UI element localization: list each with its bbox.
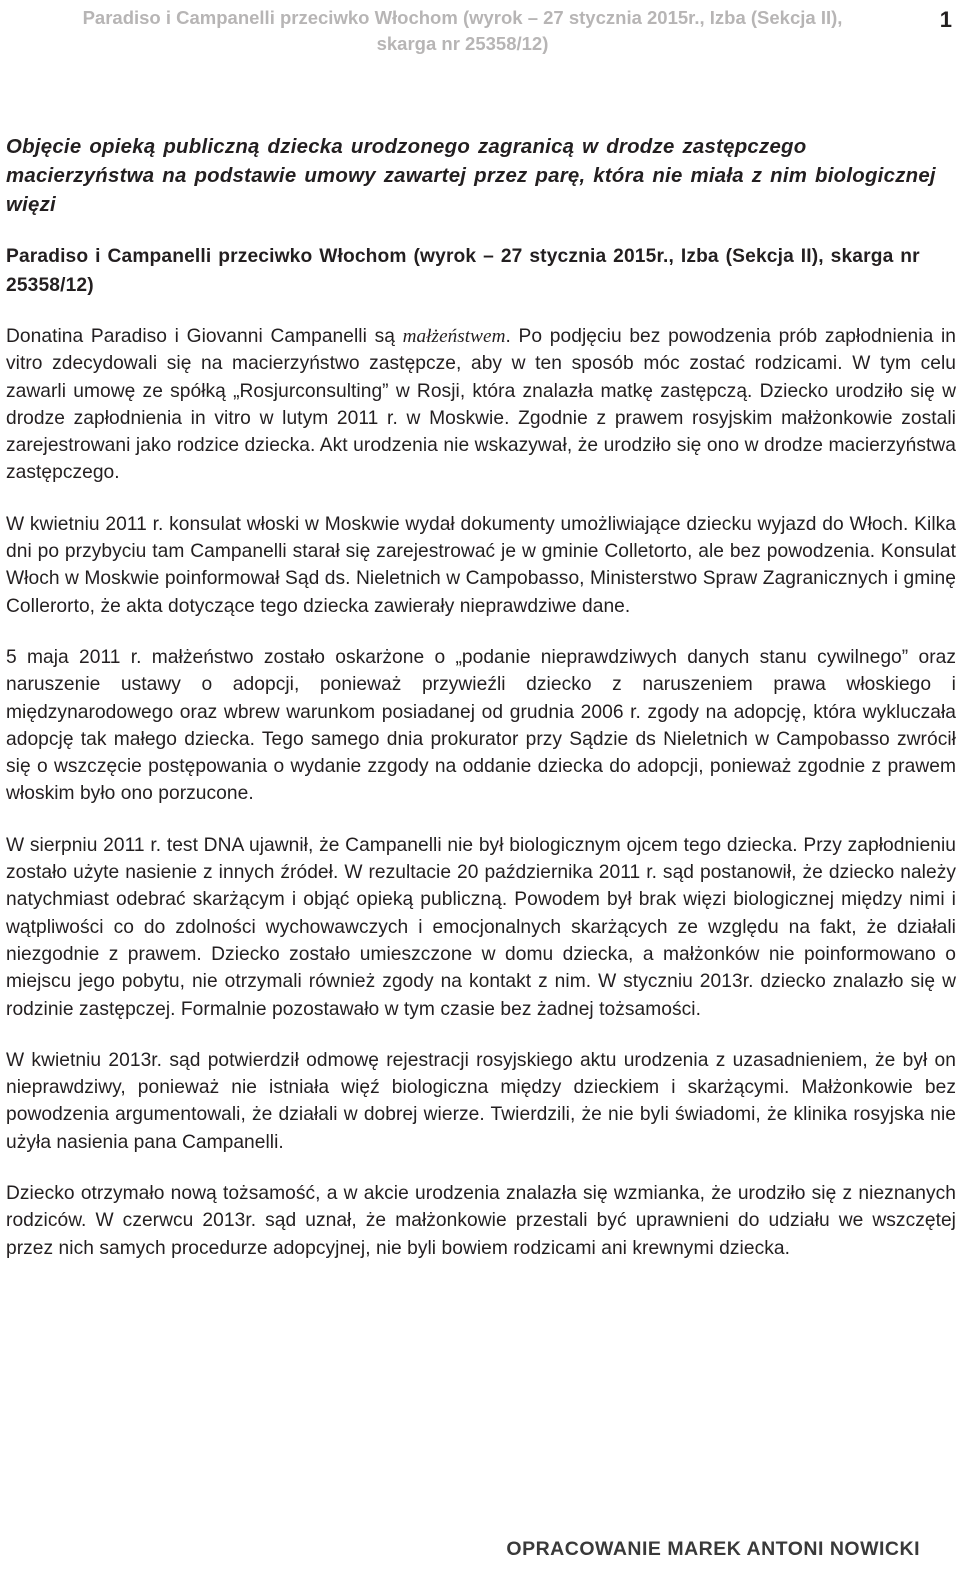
running-header [0,5,925,57]
author-credit-footer: OPRACOWANIE MAREK ANTONI NOWICKI [506,1538,920,1560]
case-heading: Paradiso i Campanelli przeciwko Włochom (wyrok – 27 stycznia 2015r., Izba (Sekcja II), skarga nr 25358/12) [6,246,920,296]
paragraph-2: W kwietniu 2011 r. konsulat włoski w Moskwie wydał dokumenty umożliwiające dziecku wyjazd do Włoch. Kilka dni po przybyciu tam Campanelli starał się zarejestrować je w gminie Colletorto, ale bez powodzenia. Konsulat Włoch w Moskwie poinformował Sąd ds. Nieletnich w Campobasso, Ministerstwo Spraw Zagranicznych i gminę Collerorto, że akta dotyczące tego dziecka zawierały nieprawdziwe dane. [6,513,956,617]
paragraph-4: W sierpniu 2011 r. test DNA ujawnił, że Campanelli nie był biologicznym ojcem tego dziecka. Przy zapłodnieniu zostało użyte nasienie z innych źródeł. W rezultacie 20 października 2011 r. sąd postanowił, że dziecko należy natychmiast odebrać skarżącym i objąć opieką publiczną. Powodem był brak więzi biologicznej między nimi i wątpliwości co do zdolności wychowawczych i emocjonalnych skarżących ze względu na fakt, że działali niezgodnie z prawem. Dziecko zostało umieszczone w domu dziecka, a małżonków nie poinformowano o miejscu jego pobytu, nie otrzymali również zgody na kontakt z nim. W styczniu 2013r. dziecko znalazło się w rodzinie zastępczej. Formalnie pozostawało w tym czasie bez żadnej tożsamości. [6,834,956,1020]
page-number: 1 [939,7,952,32]
paragraph-3: 5 maja 2011 r. małżeństwo zostało oskarżone o „podanie nieprawdziwych danych stanu cywilnego” oraz naruszenie ustawy o adopcji, ponieważ przywieźli dziecko z naruszeniem prawa włoskiego i międzynarodowego oraz wbrew warunkom posiadanej od grudnia 2006 r. zgody na adopcję, która wykluczała adopcję tak małego dziecka. Tego samego dnia prokurator przy Sądzie ds Nieletnich w Campobasso zwrócił się o wszczęcie postępowania o wydanie zzgody na oddanie dziecka do adopcji, ponieważ zgodnie z prawem włoskim było ono porzucone. [6,646,956,805]
document-body [6,133,956,1262]
paragraph-1-serif-word: małżeństwem [402,326,506,347]
paragraph-5: W kwietniu 2013r. sąd potwierdził odmowę rejestracji rosyjskiego aktu urodzenia z uzasadnieniem, że był on nieprawdziwy, ponieważ nie istniała więź biologiczna między dzieckiem i skarżącymi. Małżonkowie bez powodzenia argumentowali, że działali w dobrej wierze. Twierdzili, że nie byli świadomi, że klinika rosyjska nie użyła nasienia pana Campanelli. [6,1049,956,1153]
paragraph-1 [6,323,956,487]
paragraph-6: Dziecko otrzymało nową tożsamość, a w akcie urodzenia znalazła się wzmianka, że urodziło się z nieznanych rodziców. W czerwcu 2013r. sąd uznał, że małżonkowie przestali być uprawnieni do udziału we wszczętej przez nich samych procedurze adopcyjnej, nie byli bowiem rodzicami ani krewnymi dziecka. [6,1183,956,1259]
page-header [0,0,960,62]
document-title: Objęcie opieką publiczną dziecka urodzonego zagranicą w drodze zastępczego macierzyństwa na podstawie umowy zawartej przez parę, która nie miała z nim biologicznej więzi [6,136,936,216]
running-header-line-1: Paradiso i Campanelli przeciwko Włochom (wyrok – 27 stycznia 2015r., Izba (Sekcja II), [82,7,843,28]
paragraph-1-rest: . Po podjęciu bez powodzenia prób zapłodnienia in vitro zdecydowali się na macierzyństwo zastępcze, aby w ten sposób móc zostać rodzicami. W tym celu zawarli umowę ze spółką „Rosjurconsulting” w Rosji, która znalazła matkę zastępczą. Dziecko urodziło się w drodze zapłodnienia in vitro w lutym 2011 r. w Moskwie. Zgodnie z prawem rosyjskim małżonkowie zostali zarejestrowani jako rodzice dziecka. Akt urodzenia nie wskazywał, że urodziło się ono w drodze macierzyństwa zastępczego. [6,326,956,484]
paragraph-1-start: Donatina Paradiso i Giovanni Campanelli są [6,326,403,347]
running-header-line-2: skarga nr 25358/12) [376,33,549,54]
